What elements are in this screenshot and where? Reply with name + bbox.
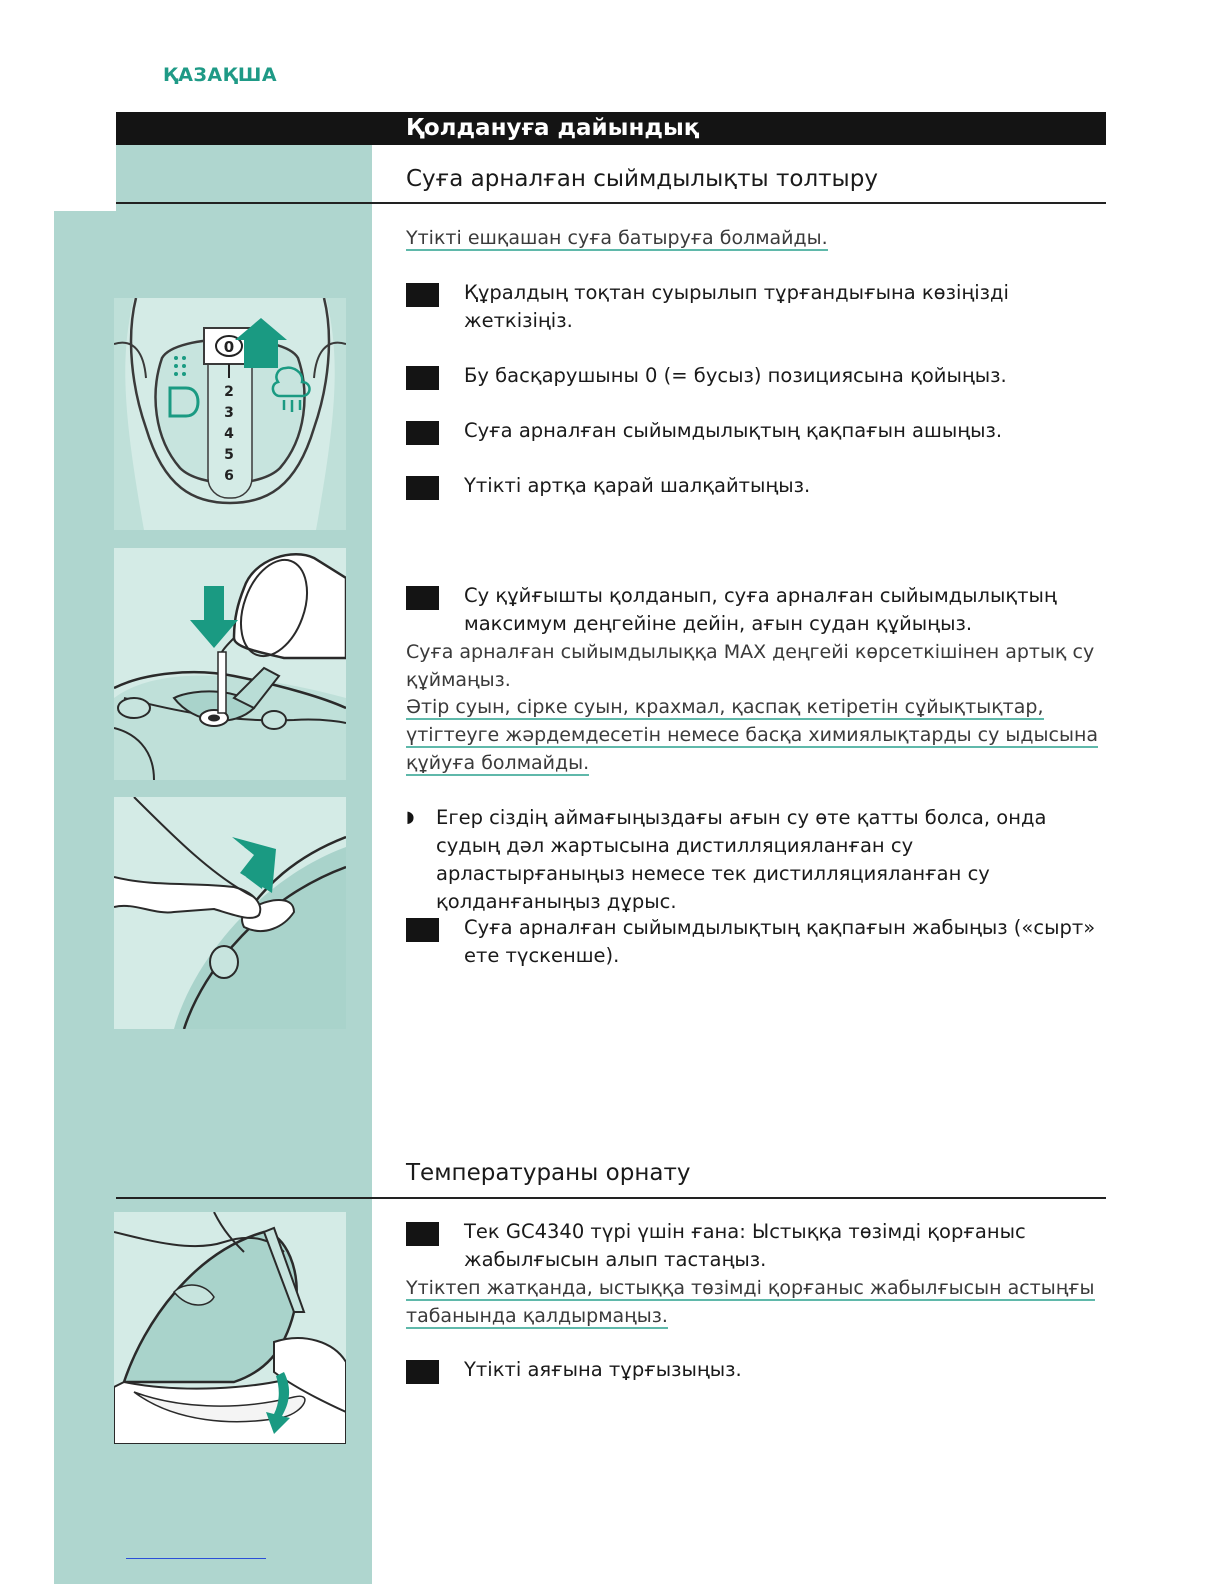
step-text: Суға арналған сыйымдылықтың қақпағын ашыңыз.	[464, 419, 1003, 442]
fill-tank-divider	[116, 202, 1106, 204]
step-steam-zero	[406, 362, 1106, 390]
dial-number: 2	[224, 384, 234, 400]
cover-warning	[406, 1274, 1106, 1330]
step-unplug	[406, 279, 1106, 335]
step-text: Үтікті артқа қарай шалқайтыңыз.	[464, 474, 811, 497]
dial-number: 3	[224, 405, 234, 421]
dial-number: 5	[224, 447, 234, 463]
step-stand-iron	[406, 1356, 1106, 1384]
step-marker	[406, 283, 439, 307]
step-text: Құралдың тоқтан суырылып тұрғандығына көзіңізді жеткізіңіз.	[464, 281, 1009, 332]
step-marker	[406, 1222, 439, 1246]
step-open-lid	[406, 417, 1106, 445]
step-text: Су құйғышты қолданып, суға арналған сыйымдылықтың максимум деңгейіне дейін, ағын судан құйыңыз.	[464, 584, 1057, 635]
step-text: Суға арналған сыйымдылықтың қақпағын жабыңыз («сырт» ете түскенше).	[464, 916, 1096, 967]
cover-warning-text: Үтіктеп жатқанда, ыстыққа төзімді қорғаныс жабылғысын астыңғы табанында қалдырмаңыз.	[406, 1277, 1095, 1327]
step-marker	[406, 421, 439, 445]
set-temp-divider	[116, 1197, 1106, 1199]
immersion-warning-text: Үтікті ешқашан суға батыруға болмайды.	[406, 227, 828, 249]
immersion-warning	[406, 224, 1106, 252]
max-level-note: Суға арналған сыйымдылыққа MAX деңгейі көрсеткішінен артық су құймаңыз.	[406, 641, 1095, 691]
steam-dial-illustration	[114, 298, 346, 530]
step-tilt-iron	[406, 472, 1106, 500]
bullet-icon: ◗	[406, 807, 415, 826]
dial-number: 0	[223, 338, 235, 356]
step-close-lid	[406, 914, 1106, 970]
step-text: Тек GC4340 түрі үшін ғана: Ыстыққа төзімді қорғаныс жабылғысын алып тастаңыз.	[464, 1220, 1026, 1271]
dial-number: 4	[224, 426, 234, 442]
tip-text: Егер сіздің аймағыңыздағы ағын су өте қатты болса, онда судың дәл жартысына дистилляцияланған су арластырғаныңыз немесе тек дистилляцияланған су қолданғаныңыз дұрыс.	[436, 806, 1047, 913]
dial-number: 6	[224, 468, 234, 484]
step-marker	[406, 918, 439, 942]
language-label: ҚАЗАҚША	[163, 64, 278, 86]
chemicals-warning	[406, 693, 1106, 777]
fill-water-illustration	[114, 548, 346, 780]
hard-water-tip	[406, 804, 1106, 916]
set-temp-title: Температураны орнату	[406, 1160, 691, 1186]
step-marker	[406, 1360, 439, 1384]
step-marker	[406, 476, 439, 500]
step-marker	[406, 586, 439, 610]
step-text: Үтікті аяғына тұрғызыңыз.	[464, 1358, 742, 1381]
step-fill-water	[406, 582, 1106, 638]
sidebar-notch	[54, 127, 116, 211]
footer-link-line	[126, 1558, 266, 1559]
close-lid-illustration	[114, 797, 346, 1029]
step-text: Бу басқарушыны 0 (= бусыз) позициясына қойыңыз.	[464, 364, 1007, 387]
section-header-title: Қолдануға дайындық	[406, 115, 700, 141]
step-marker	[406, 366, 439, 390]
chemicals-warning-text: Әтір суын, сірке суын, крахмал, қаспақ кетіретін сұйықтықтар, үтігтеуге жәрдемдесетін немесе басқа химиялықтарды су ыдысына құйуға болмайды.	[406, 696, 1099, 774]
step-remove-cover	[406, 1218, 1106, 1274]
cover-removal-illustration	[114, 1212, 346, 1444]
fill-tank-title: Суға арналған сыймдылықты толтыру	[406, 166, 878, 192]
